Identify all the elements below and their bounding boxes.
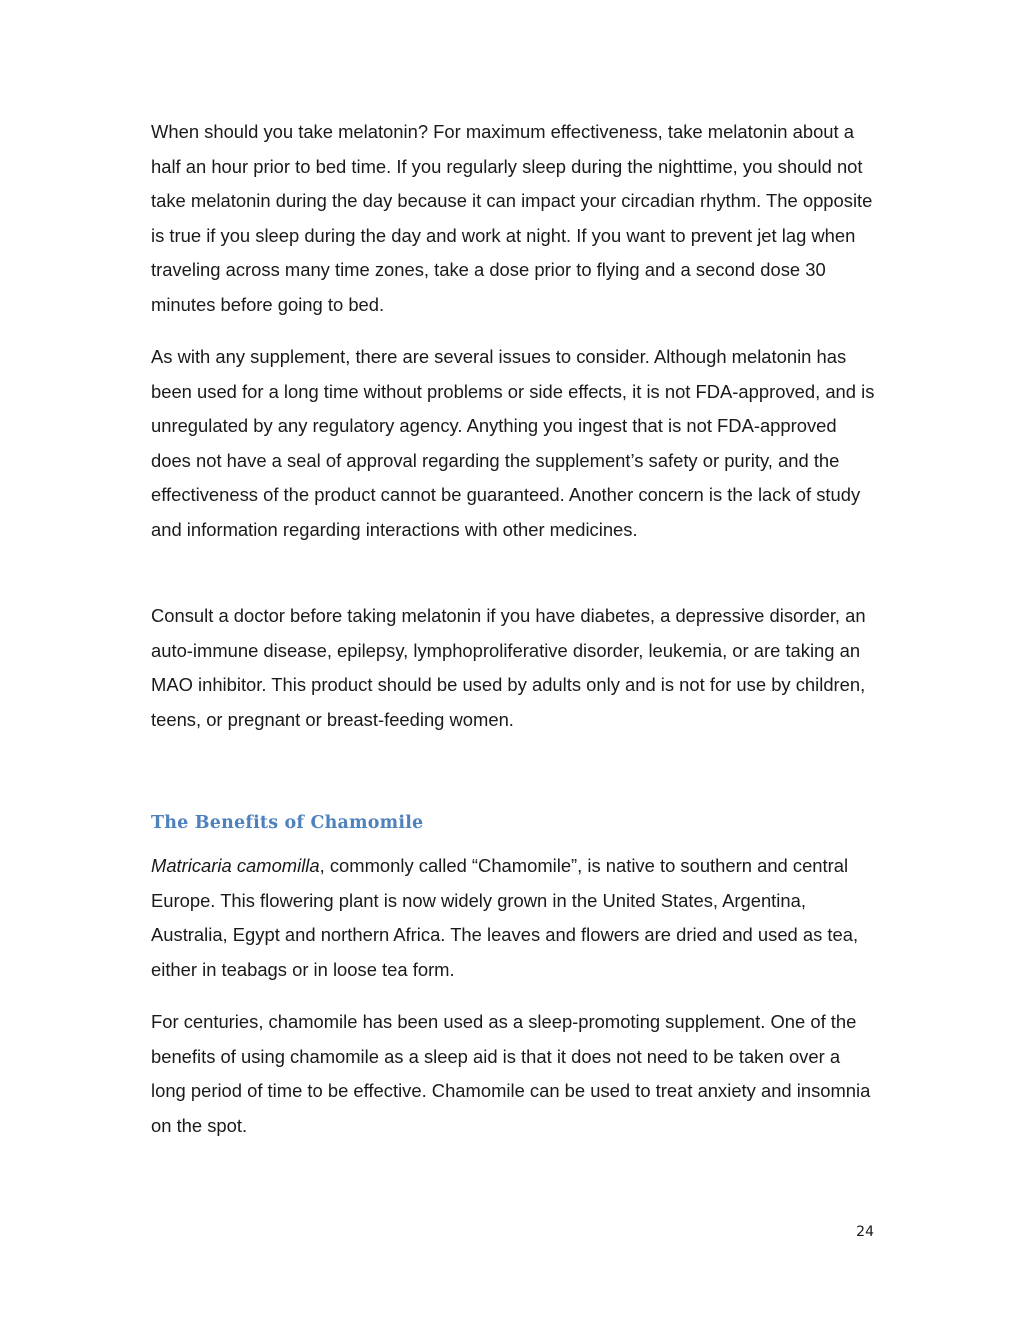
page-number: 24	[856, 1224, 874, 1240]
paragraph-melatonin-warnings: Consult a doctor before taking melatonin if you have diabetes, a depressive disorder, an auto-immune disease, epilepsy, lymphoproliferative disorder, leukemia, or are taking an MAO inhibitor. This product should be used by adults only and is not for use by children, teens, or pregnant or breast-feeding women.	[151, 605, 866, 730]
paragraph-chamomile-intro	[151, 849, 879, 987]
paragraph-melatonin-timing: When should you take melatonin? For maximum effectiveness, take melatonin about a half an hour prior to bed time. If you regularly sleep during the nighttime, you should not take melatonin during the day because it can impact your circadian rhythm. The opposite is true if you sleep during the day and work at night. If you want to prevent jet lag when traveling across many time zones, take a dose prior to flying and a second dose 30 minutes before going to bed.	[151, 121, 873, 315]
paragraph-chamomile-intro-text: , commonly called “Chamomile”, is native to southern and central Europe. This flowering plant is now widely grown in the United States, Argentina, Australia, Egypt and northern Africa. The leaves and flowers are dried and used as tea, either in teabags or in loose tea form.	[151, 855, 859, 980]
scientific-name: Matricaria camomilla	[151, 855, 320, 876]
paragraph-chamomile-benefits: For centuries, chamomile has been used as a sleep-promoting supplement. One of the benefits of using chamomile as a sleep aid is that it does not need to be taken over a long period of time to be effective. Chamomile can be used to treat anxiety and insomnia on the spot.	[151, 1011, 871, 1136]
paragraph-melatonin-concerns: As with any supplement, there are several issues to consider. Although melatonin has been used for a long time without problems or side effects, it is not FDA-approved, and is unregulated by any regulatory agency. Anything you ingest that is not FDA-approved does not have a seal of approval regarding the supplement’s safety or purity, and the effectiveness of the product cannot be guaranteed. Another concern is the lack of study and information regarding interactions with other medicines.	[151, 346, 875, 540]
section-heading-chamomile: The Benefits of Chamomile	[151, 813, 424, 833]
